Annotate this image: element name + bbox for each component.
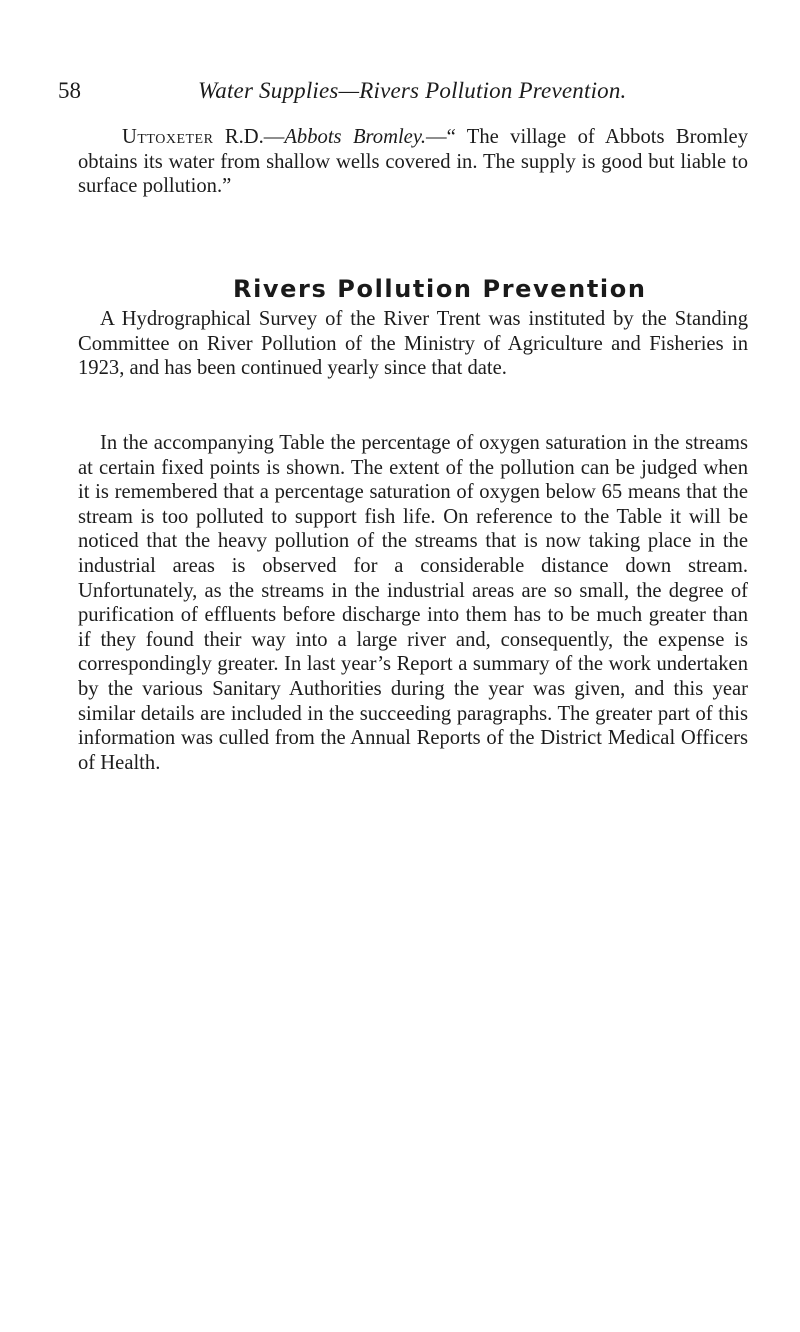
entry-text: —“ The village of Abbots Bromley obtains its water from shallow wells covered in. The supply is good but liable to surface pollution.”	[78, 126, 748, 198]
entry-dash: —	[263, 126, 285, 148]
paragraph-survey: A Hydrographical Survey of the River Trent was instituted by the Standing Committee on River Pollution of the Ministry of Agriculture and Fisheries in 1923, and has been continued yearly since that date.	[78, 308, 748, 380]
district-suffix: R.D.	[224, 126, 264, 148]
running-header	[58, 78, 748, 112]
section-heading: Rivers Pollution Prevention	[233, 275, 647, 303]
place-name: Abbots Bromley.	[284, 126, 426, 148]
running-title: Water Supplies—Rivers Pollution Prevention.	[198, 78, 627, 103]
paragraph-oxygen: In the accompanying Table the percentage of oxygen saturation in the streams at certain fixed points is shown. The extent of the pollution can be judged when it is remembered that a percentage saturation of oxygen below 65 means that the stream is too polluted to support fish life. On reference to the Table it will be noticed that the heavy pollution of the streams that is now taking place in the industrial areas is observed for a considerable distance down stream. Unfortunately, as the streams in the industrial areas are so small, the degree of purification of effluents before discharge into them has to be much greater than if they found their way into a large river and, consequently, the expense is correspondingly greater. In last year’s Report a summary of the work undertaken by the various Sanitary Authorities during the year was given, and this year similar details are included in the succeeding paragraphs. The greater part of this information was culled from the Annual Reports of the District Medical Officers of Health.	[78, 432, 748, 774]
page-number: 58	[58, 78, 81, 103]
district-entry	[78, 125, 748, 199]
district-name: Uttoxeter	[122, 126, 214, 148]
